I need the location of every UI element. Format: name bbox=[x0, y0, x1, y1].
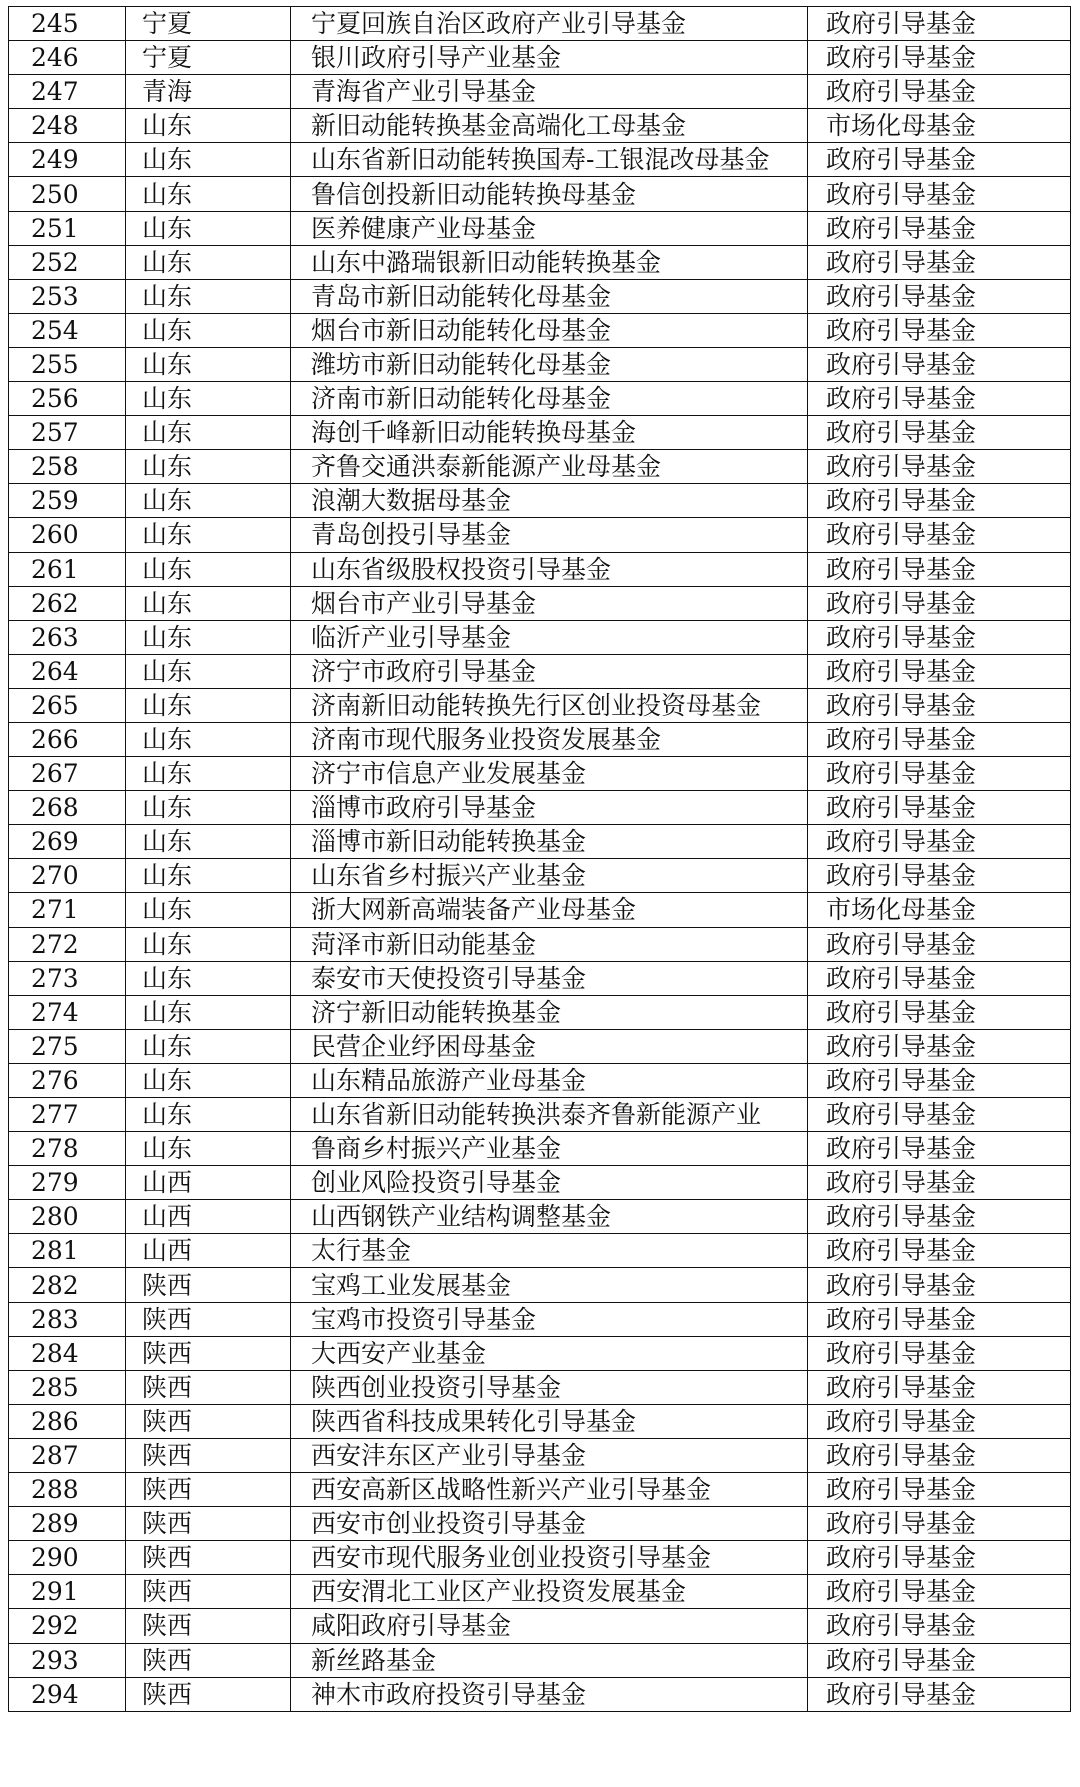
table-row bbox=[9, 211, 1071, 245]
table-row bbox=[9, 518, 1071, 552]
table-row bbox=[9, 1541, 1071, 1575]
table-row bbox=[9, 586, 1071, 620]
table-row bbox=[9, 1029, 1071, 1063]
province-cell: 山东 bbox=[126, 757, 291, 791]
fund-name-cell: 西安高新区战略性新兴产业引导基金 bbox=[291, 1473, 808, 1507]
fund-name-cell: 浪潮大数据母基金 bbox=[291, 484, 808, 518]
province-cell: 山西 bbox=[126, 1234, 291, 1268]
fund-type-cell: 政府引导基金 bbox=[808, 1098, 1071, 1132]
fund-name-cell: 山东省乡村振兴产业基金 bbox=[291, 859, 808, 893]
fund-name-cell: 菏泽市新旧动能基金 bbox=[291, 927, 808, 961]
fund-name-cell: 神木市政府投资引导基金 bbox=[291, 1677, 808, 1711]
province-cell: 陕西 bbox=[126, 1507, 291, 1541]
row-number-cell: 268 bbox=[9, 791, 126, 825]
fund-type-cell: 政府引导基金 bbox=[808, 1268, 1071, 1302]
province-cell: 陕西 bbox=[126, 1268, 291, 1302]
table-row bbox=[9, 1370, 1071, 1404]
fund-type-cell: 政府引导基金 bbox=[808, 7, 1071, 41]
row-number-cell: 280 bbox=[9, 1200, 126, 1234]
province-cell: 山东 bbox=[126, 722, 291, 756]
fund-name-cell: 烟台市产业引导基金 bbox=[291, 586, 808, 620]
fund-name-cell: 临沂产业引导基金 bbox=[291, 620, 808, 654]
table-row bbox=[9, 1438, 1071, 1472]
fund-type-cell: 市场化母基金 bbox=[808, 109, 1071, 143]
row-number-cell: 278 bbox=[9, 1132, 126, 1166]
fund-type-cell: 政府引导基金 bbox=[808, 1336, 1071, 1370]
row-number-cell: 271 bbox=[9, 893, 126, 927]
fund-type-cell: 政府引导基金 bbox=[808, 1677, 1071, 1711]
fund-name-cell: 银川政府引导产业基金 bbox=[291, 41, 808, 75]
table-row bbox=[9, 7, 1071, 41]
row-number-cell: 253 bbox=[9, 279, 126, 313]
province-cell: 山东 bbox=[126, 791, 291, 825]
row-number-cell: 285 bbox=[9, 1370, 126, 1404]
fund-name-cell: 新旧动能转换基金高端化工母基金 bbox=[291, 109, 808, 143]
table-row bbox=[9, 927, 1071, 961]
row-number-cell: 269 bbox=[9, 825, 126, 859]
fund-name-cell: 济宁市政府引导基金 bbox=[291, 654, 808, 688]
fund-name-cell: 大西安产业基金 bbox=[291, 1336, 808, 1370]
row-number-cell: 257 bbox=[9, 416, 126, 450]
table-row bbox=[9, 382, 1071, 416]
row-number-cell: 291 bbox=[9, 1575, 126, 1609]
row-number-cell: 265 bbox=[9, 688, 126, 722]
fund-type-cell: 政府引导基金 bbox=[808, 620, 1071, 654]
row-number-cell: 266 bbox=[9, 722, 126, 756]
fund-name-cell: 济宁市信息产业发展基金 bbox=[291, 757, 808, 791]
row-number-cell: 273 bbox=[9, 961, 126, 995]
fund-type-cell: 政府引导基金 bbox=[808, 859, 1071, 893]
row-number-cell: 272 bbox=[9, 927, 126, 961]
province-cell: 山东 bbox=[126, 995, 291, 1029]
row-number-cell: 249 bbox=[9, 143, 126, 177]
table-row bbox=[9, 41, 1071, 75]
row-number-cell: 277 bbox=[9, 1098, 126, 1132]
fund-name-cell: 海创千峰新旧动能转换母基金 bbox=[291, 416, 808, 450]
fund-type-cell: 政府引导基金 bbox=[808, 1473, 1071, 1507]
fund-type-cell: 政府引导基金 bbox=[808, 1507, 1071, 1541]
fund-name-cell: 泰安市天使投资引导基金 bbox=[291, 961, 808, 995]
fund-name-cell: 青岛创投引导基金 bbox=[291, 518, 808, 552]
province-cell: 青海 bbox=[126, 75, 291, 109]
row-number-cell: 259 bbox=[9, 484, 126, 518]
row-number-cell: 250 bbox=[9, 177, 126, 211]
table-row bbox=[9, 791, 1071, 825]
fund-type-cell: 政府引导基金 bbox=[808, 1132, 1071, 1166]
table-row bbox=[9, 1575, 1071, 1609]
fund-type-cell: 政府引导基金 bbox=[808, 757, 1071, 791]
fund-name-cell: 西安市创业投资引导基金 bbox=[291, 1507, 808, 1541]
row-number-cell: 288 bbox=[9, 1473, 126, 1507]
row-number-cell: 252 bbox=[9, 245, 126, 279]
fund-type-cell: 政府引导基金 bbox=[808, 927, 1071, 961]
row-number-cell: 245 bbox=[9, 7, 126, 41]
fund-name-cell: 鲁商乡村振兴产业基金 bbox=[291, 1132, 808, 1166]
fund-name-cell: 济宁新旧动能转换基金 bbox=[291, 995, 808, 1029]
province-cell: 山东 bbox=[126, 859, 291, 893]
fund-type-cell: 政府引导基金 bbox=[808, 552, 1071, 586]
fund-type-cell: 政府引导基金 bbox=[808, 1029, 1071, 1063]
fund-name-cell: 山西钢铁产业结构调整基金 bbox=[291, 1200, 808, 1234]
province-cell: 陕西 bbox=[126, 1575, 291, 1609]
province-cell: 陕西 bbox=[126, 1677, 291, 1711]
table-row bbox=[9, 1132, 1071, 1166]
fund-table-container bbox=[8, 6, 1070, 1712]
fund-type-cell: 政府引导基金 bbox=[808, 1063, 1071, 1097]
province-cell: 山东 bbox=[126, 1029, 291, 1063]
table-row bbox=[9, 450, 1071, 484]
row-number-cell: 270 bbox=[9, 859, 126, 893]
table-row bbox=[9, 825, 1071, 859]
fund-name-cell: 宁夏回族自治区政府产业引导基金 bbox=[291, 7, 808, 41]
row-number-cell: 284 bbox=[9, 1336, 126, 1370]
row-number-cell: 256 bbox=[9, 382, 126, 416]
table-row bbox=[9, 109, 1071, 143]
province-cell: 陕西 bbox=[126, 1438, 291, 1472]
fund-name-cell: 青岛市新旧动能转化母基金 bbox=[291, 279, 808, 313]
province-cell: 山东 bbox=[126, 927, 291, 961]
fund-type-cell: 政府引导基金 bbox=[808, 382, 1071, 416]
row-number-cell: 294 bbox=[9, 1677, 126, 1711]
table-row bbox=[9, 1677, 1071, 1711]
fund-type-cell: 政府引导基金 bbox=[808, 688, 1071, 722]
row-number-cell: 246 bbox=[9, 41, 126, 75]
fund-type-cell: 政府引导基金 bbox=[808, 484, 1071, 518]
table-row bbox=[9, 859, 1071, 893]
fund-name-cell: 西安沣东区产业引导基金 bbox=[291, 1438, 808, 1472]
table-row bbox=[9, 143, 1071, 177]
fund-name-cell: 浙大网新高端装备产业母基金 bbox=[291, 893, 808, 927]
fund-type-cell: 政府引导基金 bbox=[808, 177, 1071, 211]
fund-type-cell: 政府引导基金 bbox=[808, 825, 1071, 859]
table-row bbox=[9, 1200, 1071, 1234]
table-row bbox=[9, 313, 1071, 347]
fund-type-cell: 政府引导基金 bbox=[808, 654, 1071, 688]
row-number-cell: 267 bbox=[9, 757, 126, 791]
table-row bbox=[9, 1404, 1071, 1438]
table-row bbox=[9, 654, 1071, 688]
province-cell: 山东 bbox=[126, 245, 291, 279]
table-row bbox=[9, 484, 1071, 518]
table-row bbox=[9, 893, 1071, 927]
fund-type-cell: 政府引导基金 bbox=[808, 1404, 1071, 1438]
fund-name-cell: 陕西创业投资引导基金 bbox=[291, 1370, 808, 1404]
province-cell: 山西 bbox=[126, 1200, 291, 1234]
row-number-cell: 258 bbox=[9, 450, 126, 484]
province-cell: 陕西 bbox=[126, 1370, 291, 1404]
province-cell: 山东 bbox=[126, 279, 291, 313]
province-cell: 山东 bbox=[126, 654, 291, 688]
table-row bbox=[9, 1643, 1071, 1677]
table-row bbox=[9, 1063, 1071, 1097]
fund-type-cell: 政府引导基金 bbox=[808, 245, 1071, 279]
fund-type-cell: 政府引导基金 bbox=[808, 143, 1071, 177]
row-number-cell: 255 bbox=[9, 347, 126, 381]
fund-type-cell: 政府引导基金 bbox=[808, 1541, 1071, 1575]
table-row bbox=[9, 1473, 1071, 1507]
row-number-cell: 276 bbox=[9, 1063, 126, 1097]
fund-type-cell: 政府引导基金 bbox=[808, 279, 1071, 313]
province-cell: 山东 bbox=[126, 313, 291, 347]
province-cell: 山东 bbox=[126, 347, 291, 381]
fund-type-cell: 政府引导基金 bbox=[808, 1643, 1071, 1677]
province-cell: 陕西 bbox=[126, 1609, 291, 1643]
fund-name-cell: 淄博市新旧动能转换基金 bbox=[291, 825, 808, 859]
row-number-cell: 287 bbox=[9, 1438, 126, 1472]
fund-name-cell: 创业风险投资引导基金 bbox=[291, 1166, 808, 1200]
province-cell: 陕西 bbox=[126, 1643, 291, 1677]
fund-type-cell: 政府引导基金 bbox=[808, 722, 1071, 756]
table-row bbox=[9, 416, 1071, 450]
province-cell: 山东 bbox=[126, 382, 291, 416]
fund-name-cell: 新丝路基金 bbox=[291, 1643, 808, 1677]
province-cell: 山东 bbox=[126, 1063, 291, 1097]
row-number-cell: 279 bbox=[9, 1166, 126, 1200]
row-number-cell: 282 bbox=[9, 1268, 126, 1302]
row-number-cell: 286 bbox=[9, 1404, 126, 1438]
fund-name-cell: 咸阳政府引导基金 bbox=[291, 1609, 808, 1643]
fund-type-cell: 政府引导基金 bbox=[808, 961, 1071, 995]
province-cell: 山东 bbox=[126, 211, 291, 245]
fund-name-cell: 淄博市政府引导基金 bbox=[291, 791, 808, 825]
table-row bbox=[9, 552, 1071, 586]
table-row bbox=[9, 279, 1071, 313]
fund-type-cell: 政府引导基金 bbox=[808, 450, 1071, 484]
fund-type-cell: 政府引导基金 bbox=[808, 1438, 1071, 1472]
fund-name-cell: 宝鸡工业发展基金 bbox=[291, 1268, 808, 1302]
fund-name-cell: 鲁信创投新旧动能转换母基金 bbox=[291, 177, 808, 211]
row-number-cell: 260 bbox=[9, 518, 126, 552]
province-cell: 山西 bbox=[126, 1166, 291, 1200]
table-row bbox=[9, 1336, 1071, 1370]
province-cell: 山东 bbox=[126, 961, 291, 995]
fund-name-cell: 齐鲁交通洪泰新能源产业母基金 bbox=[291, 450, 808, 484]
table-row bbox=[9, 75, 1071, 109]
fund-name-cell: 济南市新旧动能转化母基金 bbox=[291, 382, 808, 416]
fund-table bbox=[8, 6, 1071, 1712]
fund-type-cell: 政府引导基金 bbox=[808, 347, 1071, 381]
table-row bbox=[9, 722, 1071, 756]
province-cell: 山东 bbox=[126, 518, 291, 552]
fund-name-cell: 宝鸡市投资引导基金 bbox=[291, 1302, 808, 1336]
province-cell: 山东 bbox=[126, 586, 291, 620]
province-cell: 陕西 bbox=[126, 1302, 291, 1336]
province-cell: 山东 bbox=[126, 484, 291, 518]
fund-name-cell: 青海省产业引导基金 bbox=[291, 75, 808, 109]
fund-type-cell: 政府引导基金 bbox=[808, 1302, 1071, 1336]
table-row bbox=[9, 1609, 1071, 1643]
fund-type-cell: 政府引导基金 bbox=[808, 518, 1071, 552]
table-row bbox=[9, 1234, 1071, 1268]
row-number-cell: 263 bbox=[9, 620, 126, 654]
row-number-cell: 290 bbox=[9, 1541, 126, 1575]
row-number-cell: 247 bbox=[9, 75, 126, 109]
fund-name-cell: 山东省新旧动能转换国寿-工银混改母基金 bbox=[291, 143, 808, 177]
fund-table-body bbox=[9, 7, 1071, 1712]
province-cell: 陕西 bbox=[126, 1404, 291, 1438]
table-row bbox=[9, 245, 1071, 279]
fund-type-cell: 政府引导基金 bbox=[808, 313, 1071, 347]
table-row bbox=[9, 995, 1071, 1029]
fund-name-cell: 济南市现代服务业投资发展基金 bbox=[291, 722, 808, 756]
province-cell: 山东 bbox=[126, 552, 291, 586]
fund-name-cell: 西安渭北工业区产业投资发展基金 bbox=[291, 1575, 808, 1609]
row-number-cell: 281 bbox=[9, 1234, 126, 1268]
fund-type-cell: 政府引导基金 bbox=[808, 1200, 1071, 1234]
table-row bbox=[9, 177, 1071, 211]
fund-name-cell: 太行基金 bbox=[291, 1234, 808, 1268]
fund-type-cell: 市场化母基金 bbox=[808, 893, 1071, 927]
province-cell: 山东 bbox=[126, 1132, 291, 1166]
row-number-cell: 248 bbox=[9, 109, 126, 143]
fund-name-cell: 山东中潞瑞银新旧动能转换基金 bbox=[291, 245, 808, 279]
province-cell: 山东 bbox=[126, 688, 291, 722]
fund-type-cell: 政府引导基金 bbox=[808, 995, 1071, 1029]
fund-name-cell: 烟台市新旧动能转化母基金 bbox=[291, 313, 808, 347]
fund-type-cell: 政府引导基金 bbox=[808, 1609, 1071, 1643]
row-number-cell: 254 bbox=[9, 313, 126, 347]
row-number-cell: 292 bbox=[9, 1609, 126, 1643]
province-cell: 陕西 bbox=[126, 1336, 291, 1370]
row-number-cell: 261 bbox=[9, 552, 126, 586]
fund-type-cell: 政府引导基金 bbox=[808, 1166, 1071, 1200]
fund-name-cell: 医养健康产业母基金 bbox=[291, 211, 808, 245]
table-row bbox=[9, 961, 1071, 995]
row-number-cell: 262 bbox=[9, 586, 126, 620]
province-cell: 山东 bbox=[126, 143, 291, 177]
province-cell: 山东 bbox=[126, 177, 291, 211]
fund-type-cell: 政府引导基金 bbox=[808, 586, 1071, 620]
province-cell: 山东 bbox=[126, 620, 291, 654]
row-number-cell: 251 bbox=[9, 211, 126, 245]
fund-name-cell: 山东精品旅游产业母基金 bbox=[291, 1063, 808, 1097]
fund-type-cell: 政府引导基金 bbox=[808, 41, 1071, 75]
table-row bbox=[9, 1098, 1071, 1132]
province-cell: 宁夏 bbox=[126, 41, 291, 75]
table-row bbox=[9, 1166, 1071, 1200]
row-number-cell: 293 bbox=[9, 1643, 126, 1677]
table-row bbox=[9, 688, 1071, 722]
fund-name-cell: 民营企业纾困母基金 bbox=[291, 1029, 808, 1063]
province-cell: 山东 bbox=[126, 1098, 291, 1132]
row-number-cell: 289 bbox=[9, 1507, 126, 1541]
row-number-cell: 274 bbox=[9, 995, 126, 1029]
fund-name-cell: 潍坊市新旧动能转化母基金 bbox=[291, 347, 808, 381]
province-cell: 陕西 bbox=[126, 1541, 291, 1575]
row-number-cell: 264 bbox=[9, 654, 126, 688]
province-cell: 山东 bbox=[126, 825, 291, 859]
fund-type-cell: 政府引导基金 bbox=[808, 1575, 1071, 1609]
row-number-cell: 275 bbox=[9, 1029, 126, 1063]
table-row bbox=[9, 1507, 1071, 1541]
fund-name-cell: 山东省级股权投资引导基金 bbox=[291, 552, 808, 586]
province-cell: 山东 bbox=[126, 109, 291, 143]
table-row bbox=[9, 347, 1071, 381]
fund-name-cell: 陕西省科技成果转化引导基金 bbox=[291, 1404, 808, 1438]
fund-type-cell: 政府引导基金 bbox=[808, 1234, 1071, 1268]
province-cell: 山东 bbox=[126, 893, 291, 927]
table-row bbox=[9, 757, 1071, 791]
table-row bbox=[9, 620, 1071, 654]
province-cell: 山东 bbox=[126, 416, 291, 450]
fund-name-cell: 山东省新旧动能转换洪泰齐鲁新能源产业 bbox=[291, 1098, 808, 1132]
province-cell: 陕西 bbox=[126, 1473, 291, 1507]
fund-type-cell: 政府引导基金 bbox=[808, 211, 1071, 245]
province-cell: 宁夏 bbox=[126, 7, 291, 41]
table-row bbox=[9, 1268, 1071, 1302]
fund-type-cell: 政府引导基金 bbox=[808, 416, 1071, 450]
fund-type-cell: 政府引导基金 bbox=[808, 1370, 1071, 1404]
fund-type-cell: 政府引导基金 bbox=[808, 75, 1071, 109]
fund-type-cell: 政府引导基金 bbox=[808, 791, 1071, 825]
fund-name-cell: 济南新旧动能转换先行区创业投资母基金 bbox=[291, 688, 808, 722]
province-cell: 山东 bbox=[126, 450, 291, 484]
fund-name-cell: 西安市现代服务业创业投资引导基金 bbox=[291, 1541, 808, 1575]
row-number-cell: 283 bbox=[9, 1302, 126, 1336]
table-row bbox=[9, 1302, 1071, 1336]
